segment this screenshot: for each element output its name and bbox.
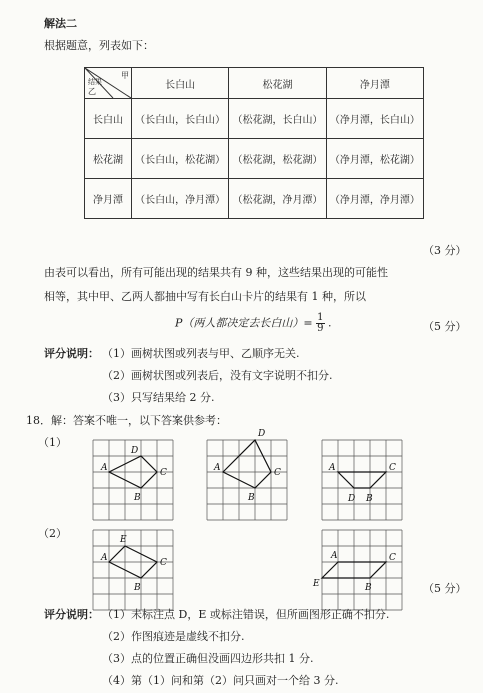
note-item: （1）未标注点 D，E 或标注错误，但所画图形正确不扣分. bbox=[102, 608, 390, 621]
analysis-line-1: 由表可以看出，所有可能出现的结果共有 9 种，这些结果出现的可能性 bbox=[44, 266, 388, 279]
table-cell: （长白山，长白山） bbox=[132, 99, 229, 139]
note-item: （1）画树状图或列表与甲、乙顺序无关. bbox=[102, 347, 300, 360]
table-cell: （净月潭，松花湖） bbox=[326, 139, 423, 179]
table-cell: （净月潭，净月潭） bbox=[326, 179, 423, 219]
point-label-a: A bbox=[214, 463, 221, 473]
grid-figure-1b bbox=[207, 429, 287, 520]
point-label-d: D bbox=[348, 494, 356, 504]
point-label-e: E bbox=[313, 579, 320, 589]
notes2-label: 评分说明： bbox=[44, 608, 99, 621]
quadrilateral bbox=[223, 440, 271, 488]
intro-text: 根据题意，列表如下： bbox=[44, 39, 154, 52]
part-1-label: （1） bbox=[38, 436, 67, 449]
note-item: （4）第（1）问和第（2）问只画对一个给 3 分. bbox=[102, 674, 339, 687]
score-table: （3 分） bbox=[423, 244, 467, 257]
corner-result: 结果 bbox=[88, 78, 102, 86]
note-item: （2）画树状图或列表后，没有文字说明不扣分. bbox=[102, 369, 333, 382]
table-row bbox=[85, 179, 424, 219]
table-cell: （长白山，松花湖） bbox=[132, 139, 229, 179]
point-label-b: B bbox=[248, 493, 255, 503]
column-header: 净月潭 bbox=[326, 68, 423, 99]
grid-figure-1a bbox=[93, 440, 173, 520]
corner-cell bbox=[85, 68, 132, 99]
point-label-b: B bbox=[134, 583, 141, 593]
note-item: （3）只写结果给 2 分. bbox=[102, 391, 215, 404]
point-label-e: E bbox=[120, 535, 127, 545]
point-label-a: A bbox=[329, 463, 336, 473]
probability-formula bbox=[175, 313, 332, 334]
table-cell: （长白山，净月潭） bbox=[132, 179, 229, 219]
grid-figure-2a bbox=[93, 530, 173, 610]
table-cell: （松花湖，松花湖） bbox=[229, 139, 326, 179]
notes1-label: 评分说明： bbox=[44, 347, 99, 360]
fraction-denominator: 9 bbox=[317, 323, 324, 334]
table-row bbox=[85, 99, 424, 139]
grid-figure-2b bbox=[313, 530, 402, 610]
column-header: 松花湖 bbox=[229, 68, 326, 99]
probability-fraction bbox=[316, 313, 324, 334]
point-label-d: D bbox=[258, 429, 266, 439]
formula-period: . bbox=[328, 316, 332, 330]
point-label-b: B bbox=[134, 493, 141, 503]
note-item: （2）作图痕迹是虚线不扣分. bbox=[102, 630, 245, 643]
point-label-a: A bbox=[101, 463, 108, 473]
section-heading: 解法二 bbox=[44, 17, 77, 30]
point-label-c: C bbox=[389, 553, 396, 563]
table-cell: （松花湖，长白山） bbox=[229, 99, 326, 139]
grid-figure-1c bbox=[322, 440, 402, 520]
outcome-table bbox=[84, 67, 424, 219]
question-18-heading: 18．解：答案不唯一，以下答案供参考： bbox=[26, 414, 227, 427]
row-header: 松花湖 bbox=[85, 139, 132, 179]
table-cell: （净月潭，长白山） bbox=[326, 99, 423, 139]
point-label-c: C bbox=[160, 558, 167, 568]
point-label-a: A bbox=[331, 551, 338, 561]
score-probability: （5 分） bbox=[423, 320, 467, 333]
corner-jia: 甲 bbox=[121, 71, 129, 80]
point-label-a: A bbox=[101, 553, 108, 563]
probability-expression: P（两人都决定去长白山）= bbox=[175, 316, 313, 330]
note-item: （3）点的位置正确但没画四边形共扣 1 分. bbox=[102, 652, 314, 665]
row-header: 长白山 bbox=[85, 99, 132, 139]
table-cell: （松花湖，净月潭） bbox=[229, 179, 326, 219]
table-row bbox=[85, 139, 424, 179]
point-label-b: B bbox=[365, 583, 372, 593]
fraction-numerator: 1 bbox=[317, 312, 324, 323]
point-label-c: C bbox=[160, 468, 167, 478]
row-header: 净月潭 bbox=[85, 179, 132, 219]
column-header: 长白山 bbox=[132, 68, 229, 99]
point-label-c: C bbox=[389, 463, 396, 473]
point-label-c: C bbox=[274, 468, 281, 478]
corner-yi: 乙 bbox=[88, 87, 96, 96]
point-label-b: B bbox=[366, 494, 373, 504]
point-label-d: D bbox=[131, 446, 139, 456]
analysis-line-2: 相等，其中甲、乙两人都抽中写有长白山卡片的结果有 1 种，所以 bbox=[44, 290, 366, 303]
part-2-label: （2） bbox=[38, 527, 67, 540]
score-18: （5 分） bbox=[423, 582, 467, 595]
quadrilateral bbox=[338, 472, 386, 488]
